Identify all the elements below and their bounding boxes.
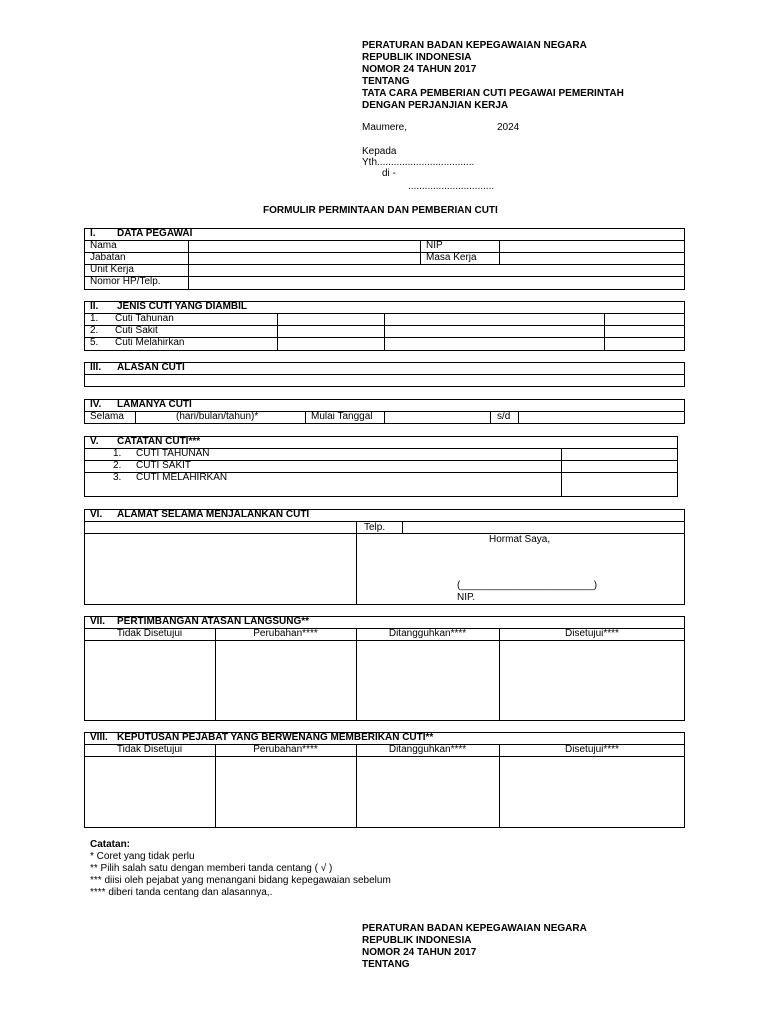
nip-signature-label: NIP. bbox=[457, 592, 476, 603]
header-line: REPUBLIK INDONESIA bbox=[362, 52, 472, 63]
section-title: KEPUTUSAN PEJABAT YANG BERWENANG MEMBERIKAN CUTI** bbox=[117, 732, 434, 743]
list-item-number: 1. bbox=[113, 448, 122, 459]
section-number: VIII. bbox=[90, 732, 108, 743]
column-header: Ditangguhkan**** bbox=[388, 628, 467, 639]
list-item-number: 5. bbox=[90, 337, 99, 348]
list-item-number: 3. bbox=[113, 472, 122, 483]
column-header: Disetujui**** bbox=[565, 744, 619, 755]
header-line: PERATURAN BADAN KEPEGAWAIAN NEGARA bbox=[362, 40, 587, 51]
column-header: Perubahan**** bbox=[253, 628, 318, 639]
catatan-sakit-label: CUTI SAKIT bbox=[136, 460, 192, 471]
note-line: **** diberi tanda centang dan alasannya,. bbox=[90, 887, 273, 898]
selama-label: Selama bbox=[90, 411, 124, 422]
form-title: FORMULIR PERMINTAAN DAN PEMBERIAN CUTI bbox=[263, 205, 498, 216]
section-title: DATA PEGAWAI bbox=[117, 228, 193, 239]
sd-label: s/d bbox=[497, 411, 511, 422]
footer-line: REPUBLIK INDONESIA bbox=[362, 935, 472, 946]
di-dots: ............................... bbox=[408, 181, 495, 192]
cuti-melahirkan-label: Cuti Melahirkan bbox=[115, 337, 185, 348]
section-number: III. bbox=[90, 362, 102, 373]
list-item-number: 2. bbox=[113, 460, 122, 471]
column-header: Tidak Disetujui bbox=[116, 628, 183, 639]
jabatan-label: Jabatan bbox=[90, 252, 126, 263]
section-number: VII. bbox=[90, 616, 106, 627]
header-line: DENGAN PERJANJIAN KERJA bbox=[362, 100, 509, 111]
nama-label: Nama bbox=[90, 240, 117, 251]
column-header: Perubahan**** bbox=[253, 744, 318, 755]
nip-label: NIP bbox=[426, 240, 443, 251]
notes-title: Catatan: bbox=[90, 839, 131, 850]
section-number: II. bbox=[90, 301, 99, 312]
place-label: Maumere, bbox=[362, 122, 408, 133]
yth-line: Yth................................... bbox=[362, 157, 475, 168]
column-header: Disetujui**** bbox=[565, 628, 619, 639]
section-title: ALAMAT SELAMA MENJALANKAN CUTI bbox=[117, 509, 310, 520]
note-line: * Coret yang tidak perlu bbox=[90, 851, 195, 862]
note-line: ** Pilih salah satu dengan memberi tanda centang ( √ ) bbox=[90, 863, 333, 874]
notes-block bbox=[90, 839, 391, 899]
nomor-hp-label: Nomor HP/Telp. bbox=[90, 276, 161, 287]
signature-line: (________________________) bbox=[457, 580, 598, 591]
section-title: CATATAN CUTI*** bbox=[117, 436, 201, 447]
cuti-sakit-label: Cuti Sakit bbox=[115, 325, 158, 336]
section-title: ALASAN CUTI bbox=[117, 362, 185, 373]
hormat-saya-label: Hormat Saya, bbox=[489, 534, 551, 545]
regulation-header bbox=[362, 40, 624, 112]
footer-line: PERATURAN BADAN KEPEGAWAIAN NEGARA bbox=[362, 923, 587, 934]
header-line: NOMOR 24 TAHUN 2017 bbox=[362, 64, 477, 75]
header-line: TATA CARA PEMBERIAN CUTI PEGAWAI PEMERINTAH bbox=[362, 88, 624, 99]
list-item-number: 2. bbox=[90, 325, 99, 336]
di-label: di - bbox=[382, 168, 396, 179]
catatan-melahirkan-label: CUTI MELAHIRKAN bbox=[136, 472, 228, 483]
catatan-tahunan-label: CUTI TAHUNAN bbox=[136, 448, 210, 459]
header-line: TENTANG bbox=[362, 76, 410, 87]
section-number: IV. bbox=[90, 399, 102, 410]
section-number: V. bbox=[90, 436, 99, 447]
unit-kerja-label: Unit Kerja bbox=[90, 264, 134, 275]
regulation-footer bbox=[362, 923, 587, 971]
telp-label: Telp. bbox=[364, 522, 386, 533]
year-label: 2024 bbox=[497, 122, 520, 133]
section-title: PERTIMBANGAN ATASAN LANGSUNG** bbox=[117, 616, 310, 627]
footer-line: NOMOR 24 TAHUN 2017 bbox=[362, 947, 477, 958]
section-title: LAMANYA CUTI bbox=[117, 399, 192, 410]
section-title: JENIS CUTI YANG DIAMBIL bbox=[117, 301, 248, 312]
footer-line: TENTANG bbox=[362, 959, 410, 970]
mulai-tanggal-label: Mulai Tanggal bbox=[311, 411, 373, 422]
masa-kerja-label: Masa Kerja bbox=[426, 252, 477, 263]
section-number: VI. bbox=[90, 509, 103, 520]
column-header: Ditangguhkan**** bbox=[388, 744, 467, 755]
column-header: Tidak Disetujui bbox=[116, 744, 183, 755]
section-number: I. bbox=[90, 228, 96, 239]
kepada-label: Kepada bbox=[362, 146, 397, 157]
duration-unit-label: (hari/bulan/tahun)* bbox=[176, 411, 259, 422]
cuti-tahunan-label: Cuti Tahunan bbox=[115, 313, 174, 324]
list-item-number: 1. bbox=[90, 313, 99, 324]
note-line: *** diisi oleh pejabat yang menangani bidang kepegawaian sebelum bbox=[90, 875, 391, 886]
